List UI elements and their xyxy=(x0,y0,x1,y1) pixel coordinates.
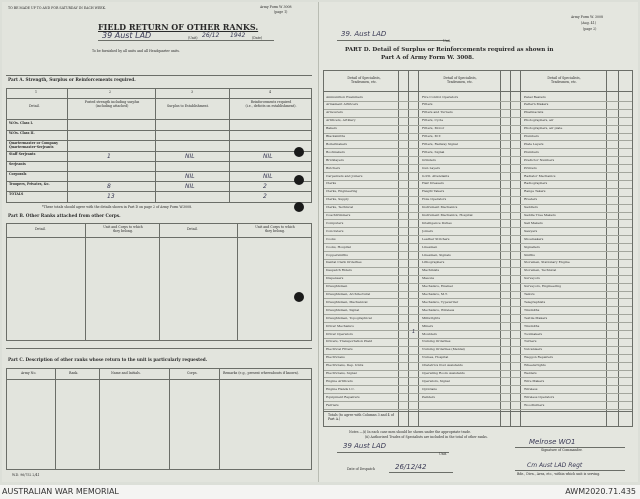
row-label: W.Os. Class I. xyxy=(9,121,34,125)
specialist-trade: Drivers, Transportation Plant xyxy=(326,339,373,344)
specialist-trade: Nurses, Hospital xyxy=(422,355,449,360)
specialist-trade: Instrument Mechanics xyxy=(422,205,458,210)
row-label: Staff Serjeants xyxy=(9,151,36,156)
specialist-trade: Mechanics, Wireless xyxy=(422,307,455,312)
col-head-surplus: Surplus to Establishment. xyxy=(167,104,209,108)
specialist-trade: Plate Layers xyxy=(524,141,544,146)
specialist-trade: Fitters xyxy=(422,102,433,107)
specialist-trade: Tinsmiths xyxy=(524,307,540,312)
right-unit-handwritten: 39. Aust LAD xyxy=(341,30,387,38)
row-rule xyxy=(7,191,311,192)
specialist-trade: Radiator Mechanics xyxy=(524,173,556,178)
specialist-trade: Bakers xyxy=(326,126,337,131)
specialist-trade: Engine Artificers xyxy=(326,378,353,383)
row-label: Corporals xyxy=(9,172,27,176)
left-page xyxy=(2,2,319,482)
row-reinf: NIL xyxy=(263,152,273,160)
specialist-trade: Clerks, Technical xyxy=(326,205,354,210)
specialist-trade: Draughtsmen, Mechanical xyxy=(326,299,368,304)
specialist-trade: Cooks xyxy=(326,236,336,241)
part-c-table xyxy=(6,368,312,470)
specialist-trade: Photographers, air xyxy=(524,118,554,123)
bottom-label: Bde., Divn., Area, etc., within which unit is serving. xyxy=(517,472,601,476)
specialist-trade: Turners xyxy=(524,339,537,344)
specialist-trade: Driver Mechanics xyxy=(326,323,354,328)
specialist-trade: Bootmakers xyxy=(326,149,345,154)
specialist-trade: Pharmacists xyxy=(524,110,544,115)
specialist-trade: Miners xyxy=(422,323,434,328)
right-page-ref: (page 2) xyxy=(583,27,597,31)
row-posted: 1 xyxy=(107,152,111,160)
part-a-table xyxy=(6,88,312,203)
specialist-trade: Mechanics, Typewriter xyxy=(422,299,459,304)
right-page xyxy=(319,2,638,482)
specialist-trade: Saddlers xyxy=(524,205,538,210)
print-code: W.D. 96/752 2/41 xyxy=(12,473,40,477)
specialist-trade: Engine Hands I.C. xyxy=(326,386,355,391)
specialist-trade: Surveyors, Engineering xyxy=(524,284,562,289)
row-label: W.Os. Class II. xyxy=(9,131,35,136)
specialist-trade: Radiographers xyxy=(524,181,548,186)
specialist-trade: Draughtsmen, Signal xyxy=(326,307,360,312)
row-posted: 13 xyxy=(107,193,115,201)
fitter-handwritten: 1 xyxy=(412,329,416,335)
specialist-trade: Shoemakers xyxy=(524,236,544,241)
row-rule xyxy=(7,151,311,152)
specialist-trade: Coachtrimmers xyxy=(326,213,351,217)
signature-label: Signature of Commander. xyxy=(541,448,583,452)
right-army-form-cont: (Aug. 41) xyxy=(581,21,596,25)
specialist-trade: Panel Beaters xyxy=(524,94,546,99)
specialist-trade: Equipment Repairers xyxy=(326,394,360,399)
specialist-trade: Computers xyxy=(326,220,344,225)
specialist-trade: Armament Artificers xyxy=(326,102,359,107)
punch-hole xyxy=(294,202,304,212)
row-rule xyxy=(7,161,311,162)
specialist-trade: Hole Operators xyxy=(422,197,447,202)
specialist-trade: Dispensers xyxy=(326,276,344,281)
specialist-trade: Welders xyxy=(524,371,537,375)
part-d-col-head-3: Detail of Specialists, Tradesmen, etc. xyxy=(547,76,581,84)
row-rule xyxy=(7,171,311,172)
specialist-trade: Cooks, Hospital xyxy=(326,244,351,249)
part-d-title-2: Part A of Army Form W. 3008. xyxy=(381,55,474,61)
signature-handwritten: Melrose WO1 xyxy=(529,438,576,446)
specialist-trade: Ammunition Examiners xyxy=(326,94,363,99)
part-c-col-remarks: Remarks (e.g., present whereabouts if known). xyxy=(223,371,299,375)
specialist-trade: Sail Makers xyxy=(524,220,543,225)
specialist-trade: Mechanics, Enamel xyxy=(422,284,453,289)
specialist-trade: Sawyers xyxy=(524,228,538,233)
part-d-col-head-2: Detail of Specialists, Tradesmen, etc. xyxy=(443,76,477,84)
specialist-trade: Butchers xyxy=(326,165,341,170)
part-c-heading: Part C. Description of other ranks whose return to the unit is particularly requested. xyxy=(8,357,208,362)
specialist-trade: Wire Makers xyxy=(524,378,545,383)
specialist-trade: Storemen, Stationary Engine xyxy=(524,260,570,265)
specialist-trade: Instrument Mechanics, Hospital xyxy=(422,213,473,217)
row-reinf: 2 xyxy=(263,183,267,191)
specialist-trade: Boilermakers xyxy=(326,141,347,146)
row-reinf: NIL xyxy=(263,173,273,180)
year-handwritten: 1942 xyxy=(230,32,246,39)
row-reinf: 2 xyxy=(263,193,267,201)
specialist-trade: Hair Dressers xyxy=(422,181,444,186)
specialist-trade: Saddle Tree Makers xyxy=(524,213,556,217)
row-label: Quartermaster or Company Quartermaster-Serjeants xyxy=(9,141,58,149)
specialist-trade: Textile Makers xyxy=(524,315,548,320)
specialist-trade: Riveters xyxy=(524,197,538,202)
row-surplus: NIL xyxy=(185,173,195,180)
specialist-trade: Nursing Orderlies (Mental) xyxy=(422,347,465,352)
specialist-trade: Smiths xyxy=(524,252,535,257)
specialist-trade: Concreters xyxy=(326,228,344,233)
punch-hole xyxy=(294,175,304,185)
specialist-trade: Storemen, Technical xyxy=(524,268,557,273)
specialist-trade: Draughtsmen, Topographical xyxy=(326,315,372,320)
specialist-trade: Farriers xyxy=(326,402,339,407)
col-head-reinf: Reinforcements required (i.e., deficits on establishment). xyxy=(245,100,297,108)
row-label: Serjeants xyxy=(9,161,26,166)
col-num-4: 4 xyxy=(269,90,272,94)
part-c-col-rank: Rank. xyxy=(69,371,79,375)
specialist-trade: Leather Stitchers xyxy=(422,236,450,241)
furnish-note: To be furnished by all units and all Headquarter units. xyxy=(92,49,180,53)
part-b-col-2: Unit and Corps to which they belong. xyxy=(103,225,143,233)
specialist-trade: Masons xyxy=(422,276,435,281)
part-d-row-rule xyxy=(324,409,632,410)
specialist-trade: Fire Control Operators xyxy=(422,94,459,99)
specialist-trade: Painters xyxy=(422,394,435,399)
unit-bottom-handwritten: Cm Aust LAD Regt xyxy=(527,462,583,469)
date-handwritten: 26/12 xyxy=(202,32,220,39)
specialist-trade: G.P.O. Attendants xyxy=(422,173,450,178)
part-b-table xyxy=(6,223,312,341)
specialist-trade: Fitters, M.T. xyxy=(422,134,442,138)
top-note: TO BE MADE UP TO AND FOR SATURDAY IN EACH WEEK. xyxy=(8,6,107,10)
col-num-1: 1 xyxy=(35,90,38,94)
part-b-col-1: Detail. xyxy=(35,227,46,231)
form-title: FIELD RETURN OF OTHER RANKS. xyxy=(98,22,259,32)
specialist-trade: Intelligence Duties xyxy=(422,220,452,225)
specialist-trade: Wheelwrights xyxy=(524,363,546,368)
section-rule-a xyxy=(6,75,312,76)
specialist-trade: Dental Clerk Orderlies xyxy=(326,260,362,265)
part-d-table xyxy=(323,70,633,427)
specialist-trade: Electrical Fitters xyxy=(326,347,353,352)
archive-footer xyxy=(0,485,640,499)
totals-note: Totals (to agree with Columns 3 and 4 of Part A.) xyxy=(328,413,394,421)
part-b-col-4: Unit and Corps to which they belong. xyxy=(255,225,295,233)
specialist-trade: Grinders xyxy=(422,157,436,162)
specialist-trade: Joiners xyxy=(422,228,433,233)
specialist-trade: Fitters, Cycle xyxy=(422,118,444,123)
specialist-trade: Draughtsmen xyxy=(326,284,348,289)
footer-institution: AUSTRALIAN WAR MEMORIAL xyxy=(2,487,119,496)
specialist-trade: Lithographers xyxy=(422,260,445,265)
despatch-label: Date of Despatch xyxy=(347,467,375,471)
specialist-trade: Wireless xyxy=(524,386,538,391)
specialist-trade: Clerks, Engineering xyxy=(326,189,358,194)
specialist-trade: Fitters, Signal xyxy=(422,149,445,154)
specialist-trade: Plumbers xyxy=(524,149,539,154)
punch-hole xyxy=(294,292,304,302)
specialist-trade: Opticians xyxy=(422,386,437,391)
sig-unit-handwritten: 39 Aust LAD xyxy=(343,442,387,450)
specialist-trade: Clerks, Supply xyxy=(326,197,349,202)
specialist-trade: Blacksmiths xyxy=(326,134,346,138)
part-a-heading: Part A. Strength, Surplus or Reinforcements required. xyxy=(8,77,136,82)
col-head-posted: Posted strength including surplus (including attached) xyxy=(84,100,140,108)
specialist-trade: Pattern Makers xyxy=(524,102,549,107)
part-b-heading: Part B. Other Ranks attached from other Corps. xyxy=(8,213,121,218)
specialist-trade: Surveyors xyxy=(524,276,540,281)
part-c-col-name: Name and Initials. xyxy=(111,371,141,375)
specialist-trade: Wireless Operators xyxy=(524,394,555,399)
row-label: Troopers, Privates, &c. xyxy=(9,182,50,187)
specialist-trade: Coppersmiths xyxy=(326,252,348,257)
specialist-trade: Operating Room Assistants xyxy=(422,371,465,375)
col-num-3: 3 xyxy=(191,90,194,94)
specialist-trade: Tailors xyxy=(524,292,535,296)
specialist-trade: Obstetrics Post Assistants xyxy=(422,363,463,368)
specialist-trade: Telegraphists xyxy=(524,299,546,304)
row-rule xyxy=(7,130,311,131)
specialist-trade: Predictor Numbers xyxy=(524,157,555,162)
part-b-col-3: Detail. xyxy=(187,227,198,231)
row-rule xyxy=(7,202,311,203)
specialist-trade: Plumbers xyxy=(524,134,539,138)
part-c-col-corps: Corps. xyxy=(187,371,198,375)
specialist-trade: Fitters, Railway Signal xyxy=(422,141,458,146)
sig-unit-label: Unit. xyxy=(439,452,448,456)
specialist-trade: Millwrights xyxy=(422,315,441,320)
specialist-trade: Clerks xyxy=(326,181,337,186)
specialist-trade: Electricians, Signal xyxy=(326,371,357,375)
specialist-trade: Carpenters and Joiners xyxy=(326,173,363,178)
specialist-trade: Toolmakers xyxy=(524,331,543,336)
footer-catalogue-id: AWM2020.71.435 xyxy=(565,487,636,496)
specialist-trade: Woodturners xyxy=(524,402,545,407)
date-label: (Date) xyxy=(252,36,263,40)
row-surplus: NIL xyxy=(185,152,195,160)
row-posted: 8 xyxy=(107,183,111,191)
row-rule xyxy=(7,181,311,182)
detail-note: *These totals should agree with the details shown in Part D on page 2 of Army Form W.3008. xyxy=(42,205,193,209)
part-d-title: PART D. Detail of Surplus or Reinforcements required as shown in xyxy=(345,47,554,53)
specialist-trade: Linesmen, Signals xyxy=(422,252,451,257)
row-label: TOTALS xyxy=(9,192,24,197)
unit-label: (Unit) xyxy=(188,36,198,40)
specialist-trade: Signallers xyxy=(524,244,540,249)
specialist-trade: Waggon Repairers xyxy=(524,355,553,360)
specialist-trade: Range Takers xyxy=(524,189,546,194)
unit-handwritten: 39 Aust LAD xyxy=(102,31,152,40)
specialist-trade: Electricians, Dep. Units xyxy=(326,363,364,368)
specialist-trade: Moulders xyxy=(422,331,437,336)
specialist-trade: Photographers, air plate xyxy=(524,126,563,131)
specialist-trade: Gun Layers xyxy=(422,165,440,170)
specialist-trade: Electricians xyxy=(326,355,345,360)
punch-hole xyxy=(294,147,304,157)
despatch-handwritten: 26/12/42 xyxy=(395,463,427,471)
part-c-col-armyno: Army No. xyxy=(21,371,37,375)
note-1: Notes —(i) In each case men should be shown under the appropriate trade. xyxy=(349,430,472,434)
row-surplus: NIL xyxy=(185,183,195,191)
specialist-trade: Operators, Signal xyxy=(422,378,450,383)
specialist-trade: Fitters, Motor xyxy=(422,126,445,131)
specialist-trade: Machinists xyxy=(422,268,440,273)
specialist-trade: Mechanics, M.T. xyxy=(422,292,448,296)
specialist-trade: Height Takers xyxy=(422,189,445,194)
specialist-trade: Printers xyxy=(524,165,537,170)
note-2: (ii) Authorised Trades of Specialists are included in the total of other ranks. xyxy=(365,435,488,439)
specialist-trade: Nursing Orderlies xyxy=(422,339,451,344)
col-num-2: 2 xyxy=(109,90,112,94)
specialist-trade: Tinsmiths xyxy=(524,323,540,328)
specialist-trade: Artificers, Artillery xyxy=(326,118,356,123)
specialist-trade: Draughtsmen, Architectural xyxy=(326,292,371,296)
specialist-trade: Fitters and Turners xyxy=(422,110,453,115)
right-unit-label: Unit. xyxy=(443,39,452,43)
part-d-col-head-1: Detail of Specialists, Tradesmen, etc. xyxy=(347,76,381,84)
specialist-trade: Vulcanisers xyxy=(524,347,543,352)
specialist-trade: Despatch Riders xyxy=(326,268,352,273)
specialist-trade: Linesmen xyxy=(422,244,438,249)
specialist-trade: Armourers xyxy=(326,110,343,115)
specialist-trade: Bricklayers xyxy=(326,157,344,162)
title-underline xyxy=(98,40,274,41)
page-ref: (page 1) xyxy=(274,10,288,14)
army-form-label: Army Form W 3008 xyxy=(260,5,292,9)
specialist-trade: Driver Operators xyxy=(326,331,353,336)
right-army-form: Army Form W. 3008 xyxy=(571,15,604,19)
col-head-detail: Detail. xyxy=(29,104,40,108)
